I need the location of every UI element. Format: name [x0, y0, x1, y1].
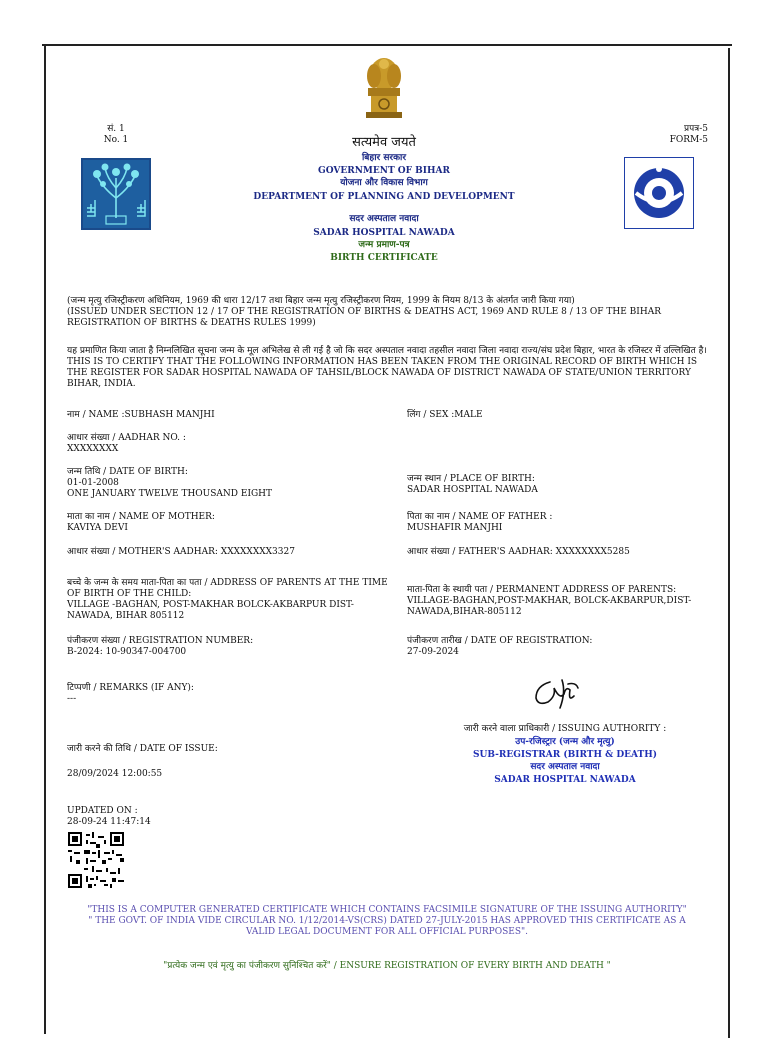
address-birth-label: बच्चे के जन्म के समय माता-पिता का पता / ADDRESS OF PARENTS AT THE TIME OF BIRTH OF THE CHILD: — [67, 578, 388, 599]
dob-label: जन्म तिथि / DATE OF BIRTH: — [67, 467, 188, 477]
dob-value: 01-01-2008 — [67, 478, 119, 488]
issue-date-label: जारी करने की तिथि / DATE OF ISSUE: — [67, 744, 218, 754]
govt-english: GOVERNMENT OF BIHAR — [318, 166, 450, 176]
dept-hindi: योजना और विकास विभाग — [340, 178, 428, 188]
qr-code[interactable] — [68, 832, 124, 888]
crs-logo — [624, 157, 694, 229]
pob-value: SADAR HOSPITAL NAWADA — [407, 485, 538, 495]
form-hindi: प्रपत्र-5 — [684, 124, 708, 134]
issue-date-value: 28/09/2024 12:00:55 — [67, 769, 163, 779]
authority-title-hindi: उप-रजिस्ट्रार (जन्म और मृत्यु) — [515, 737, 615, 747]
certify-hindi: यह प्रमाणित किया जाता है निम्नलिखित सूचना जन्म के मूल अभिलेख से ली गई है जो कि सदर अस्पताल नवादा तहसील नवादा जिला नवादा राज्य/संघ प्रदेश बिहार, भारत के रजिस्टर में उल्लिखित है। — [67, 346, 707, 356]
page-border-left — [44, 44, 46, 1034]
updated-label: UPDATED ON : — [67, 806, 138, 816]
page-border-right — [728, 48, 730, 1038]
updated-value: 28-09-24 11:47:14 — [67, 817, 151, 827]
authority-office-hindi: सदर अस्पताल नवादा — [530, 762, 600, 772]
issued-under-hindi: (जन्म मृत्यु रजिस्ट्रीकरण अधिनियम, 1969 की धारा 12/17 तथा बिहार जन्म मृत्यु रजिस्ट्रीकरण नियम, 1999 के नियम 8/13 के अंतर्गत जारी किया गया) — [67, 296, 575, 306]
reg-number-value: B-2024: 10-90347-004700 — [67, 647, 187, 657]
mother-aadhar: आधार संख्या / MOTHER'S AADHAR: XXXXXXXX3327 — [67, 547, 295, 557]
child-sex: लिंग / SEX :MALE — [407, 410, 483, 420]
hospital-english: SADAR HOSPITAL NAWADA — [313, 228, 455, 238]
footer-computer-generated: "THIS IS A COMPUTER GENERATED CERTIFICATE WHICH CONTAINS FACSIMILE SIGNATURE OF THE ISSUING AUTHORITY" — [87, 905, 687, 915]
bihar-govt-logo — [81, 158, 151, 230]
father-aadhar: आधार संख्या / FATHER'S AADHAR: XXXXXXXX5285 — [407, 547, 630, 557]
issued-under-english: (ISSUED UNDER SECTION 12 / 17 OF THE REGISTRATION OF BIRTHS & DEATHS ACT, 1969 AND RULE 8 / 13 OF THE BIHAR REGISTRATION OF BIRTHS & DEATHS RULES 1999) — [67, 307, 661, 328]
no-english: No. 1 — [103, 135, 129, 145]
aadhar-value: XXXXXXXX — [67, 444, 119, 454]
authority-office-english: SADAR HOSPITAL NAWADA — [494, 775, 636, 785]
address-permanent-value: VILLAGE-BAGHAN,POST-MAKHAR, BOLCK-AKBARPUR,DIST-NAWADA,BIHAR-805112 — [407, 596, 692, 617]
issuing-authority-label: जारी करने वाला प्राधिकारी / ISSUING AUTHORITY : — [463, 724, 667, 734]
reg-number-label: पंजीकरण संख्या / REGISTRATION NUMBER: — [67, 636, 254, 646]
father-value: MUSHAFIR MANJHI — [407, 523, 503, 533]
cert-hindi: जन्म प्रमाण-पत्र — [358, 240, 410, 250]
motto: सत्यमेव जयते — [352, 135, 416, 150]
national-emblem-icon — [358, 54, 410, 126]
address-birth-value: VILLAGE -BAGHAN, POST-MAKHAR BOLCK-AKBARPUR DIST-NAWADA, BIHAR 805112 — [67, 600, 354, 621]
no-hindi: सं. 1 — [107, 124, 125, 134]
mother-label: माता का नाम / NAME OF MOTHER: — [67, 512, 215, 522]
remarks-label: टिप्पणी / REMARKS (IF ANY): — [67, 683, 194, 693]
form-english: FORM-5 — [669, 135, 708, 145]
father-label: पिता का नाम / NAME OF FATHER : — [407, 512, 553, 522]
footer-govt-approval: " THE GOVT. OF INDIA VIDE CIRCULAR NO. 1/12/2014-VS(CRS) DATED 27-JULY-2015 HAS APPROVED THIS CERTIFICATE AS A VALID LEGAL DOCUMENT FOR ALL OFFICIAL PURPOSES". — [88, 916, 686, 937]
reg-date-value: 27-09-2024 — [407, 647, 459, 657]
authority-title-english: SUB-REGISTRAR (BIRTH & DEATH) — [473, 750, 657, 760]
remarks-value: --- — [67, 694, 77, 704]
certify-english: THIS IS TO CERTIFY THAT THE FOLLOWING INFORMATION HAS BEEN TAKEN FROM THE ORIGINAL RECORD OF BIRTH WHICH IS THE REGISTER FOR SADAR HOSPITAL NAWADA OF TAHSIL/BLOCK NAWADA OF DISTRICT NAWADA OF STATE/UNION TERRITORY BIHAR, INDIA. — [67, 357, 698, 389]
govt-hindi: बिहार सरकार — [361, 153, 407, 163]
aadhar-label: आधार संख्या / AADHAR NO. : — [67, 433, 186, 443]
hospital-hindi: सदर अस्पताल नवादा — [349, 214, 419, 224]
child-name: नाम / NAME :SUBHASH MANJHI — [67, 410, 215, 420]
dob-words: ONE JANUARY TWELVE THOUSAND EIGHT — [67, 489, 273, 499]
footer-ensure-registration: "प्रत्येक जन्म एवं मृत्यु का पंजीकरण सुनिश्चित करें" / ENSURE REGISTRATION OF EVERY BIRTH AND DEATH " — [163, 961, 611, 971]
mother-value: KAVIYA DEVI — [67, 523, 128, 533]
reg-date-label: पंजीकरण तारीख / DATE OF REGISTRATION: — [407, 636, 593, 646]
address-permanent-label: माता-पिता के स्थायी पता / PERMANENT ADDRESS OF PARENTS: — [407, 585, 677, 595]
signature-image — [530, 674, 582, 712]
pob-label: जन्म स्थान / PLACE OF BIRTH: — [407, 474, 535, 484]
dept-english: DEPARTMENT OF PLANNING AND DEVELOPMENT — [253, 192, 515, 202]
certificate-title: BIRTH CERTIFICATE — [330, 253, 438, 263]
page-border-top — [42, 44, 732, 46]
